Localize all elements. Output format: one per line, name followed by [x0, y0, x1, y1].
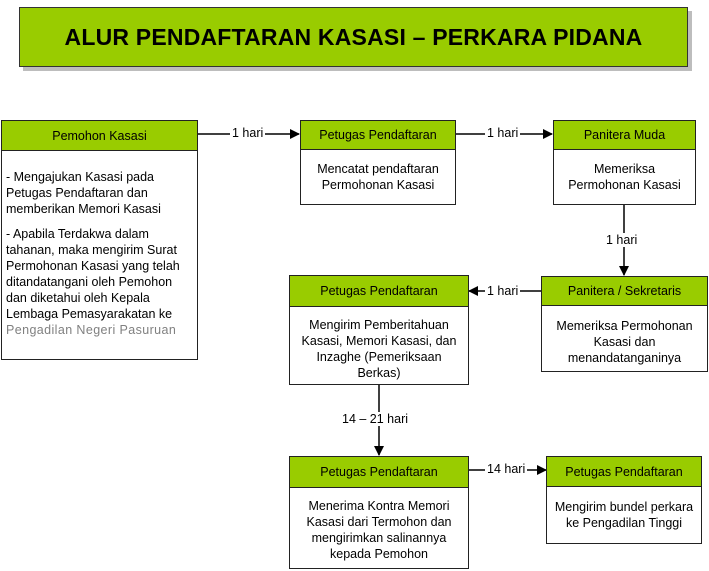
box-header: Petugas Pendaftaran: [290, 276, 468, 307]
edge-label-3: 1 hari: [606, 233, 638, 247]
box-header: Petugas Pendaftaran: [301, 121, 455, 150]
box-body: Memeriksa Permohonan Kasasi dan menandatanganinya: [556, 319, 693, 365]
box-header: Petugas Pendaftaran: [290, 457, 468, 488]
box-body: Memeriksa Permohonan Kasasi: [568, 162, 681, 192]
edge-label-5: 14 – 21 hari: [342, 412, 409, 426]
pemohon-step-2-court: Pengadilan Negeri Pasuruan: [6, 323, 177, 337]
box-header: Panitera / Sekretaris: [542, 277, 707, 306]
edge-label-2: 1 hari: [487, 126, 519, 140]
box-body: [2, 151, 197, 338]
pemohon-step-2: [6, 226, 193, 338]
box-header: Panitera Muda: [554, 121, 695, 150]
box-petugas-pendaftaran-3: [289, 456, 469, 569]
box-header: Pemohon Kasasi: [2, 121, 197, 151]
box-body: Mengirim bundel perkara ke Pengadilan Tinggi: [554, 500, 694, 530]
box-petugas-pendaftaran-1: [300, 120, 456, 205]
box-body: Menerima Kontra Memori Kasasi dari Termohon dan mengirimkan salinannya kepada Pemohon: [306, 499, 452, 561]
edge-label-6: 14 hari: [487, 462, 526, 476]
box-body: Mencatat pendaftaran Permohonan Kasasi: [317, 162, 439, 192]
box-panitera-muda: [553, 120, 696, 205]
pemohon-step-2-text: - Apabila Terdakwa dalam tahanan, maka mengirim Surat Permohonan Kasasi yang telah ditandatangani oleh Pemohon dan diketahui oleh Kepala Lembaga Pemasyarakatan ke: [6, 227, 180, 321]
box-body: Mengirim Pemberitahuan Kasasi, Memori Kasasi, dan Inzaghe (Pemeriksaan Berkas): [301, 318, 457, 380]
edge-label-1: 1 hari: [232, 126, 264, 140]
edge-label-4: 1 hari: [487, 284, 519, 298]
box-pemohon-kasasi: [1, 120, 198, 360]
pemohon-step-1: - Mengajukan Kasasi pada Petugas Pendaftaran dan memberikan Memori Kasasi: [6, 170, 161, 216]
diagram-title: ALUR PENDAFTARAN KASASI – PERKARA PIDANA: [19, 7, 688, 67]
box-petugas-pendaftaran-4: [546, 456, 702, 544]
box-header: Petugas Pendaftaran: [547, 457, 701, 487]
box-panitera-sekretaris: [541, 276, 708, 372]
box-petugas-pendaftaran-2: [289, 275, 469, 385]
